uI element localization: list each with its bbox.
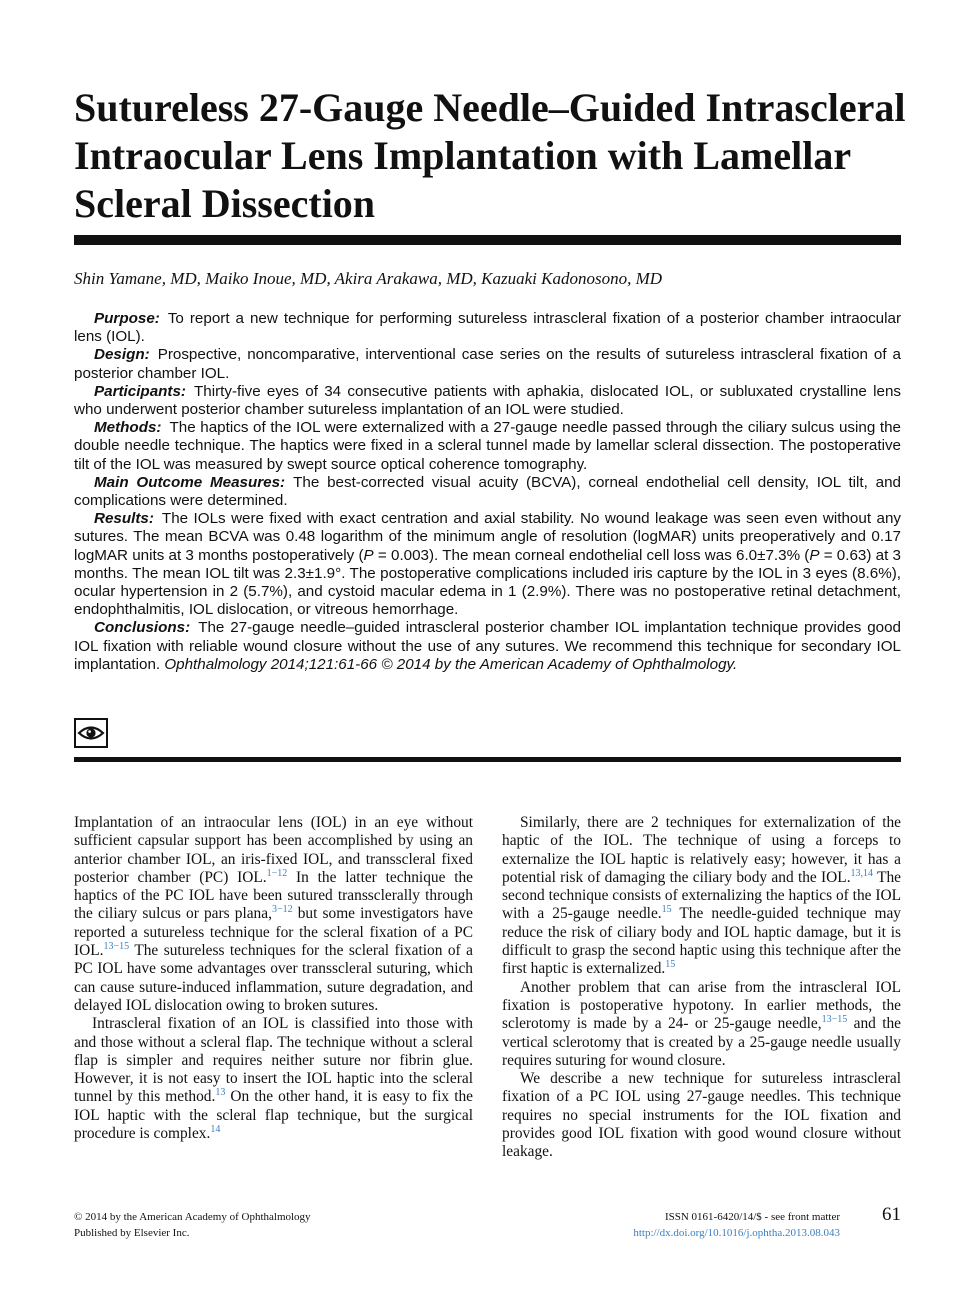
body-text: On the other hand, it is easy to fix the IOL haptic with the scleral flap technique, but the surgical procedure is complex. (74, 1088, 473, 1143)
body-text: The second technique consists of externalizing the haptics of the IOL with a 25-gauge needle. (502, 868, 901, 923)
abstract-divider (74, 757, 901, 762)
title-divider (74, 235, 901, 245)
body-paragraph: We describe a new technique for sutureless intrascleral fixation of a PC IOL using 27-gauge needles. This technique requires no special instruments for the IOL fixation and provides good IOL fixation with good wound closure without leakage. (502, 1070, 901, 1161)
results-text-b: = 0.003). The mean corneal endothelial cell loss was 6.0±7.3% ( (373, 546, 810, 564)
publisher-notice: Published by Elsevier Inc. (74, 1227, 190, 1239)
methods-text: The haptics of the IOL were externalized with a 27-gauge needle passed through the ciliary sulcus using the double needle technique. The haptics were fixed in a scleral tunnel made by lamellar scleral dissection. The postoperative tilt of the IOL was measured by swept source optical coherence tomography. (74, 419, 901, 473)
participants-text: Thirty-five eyes of 34 consecutive patients with aphakia, dislocated IOL, or subluxated crystalline lens who underwent posterior chamber sutureless implantation of an IOL were studied. (74, 382, 901, 419)
results-label: Results: (94, 510, 154, 528)
page-number: 61 (882, 1204, 901, 1225)
body-paragraph (74, 1015, 473, 1143)
doi-link[interactable]: http://dx.doi.org/10.1016/j.ophtha.2013.08.043 (633, 1227, 840, 1239)
conclusions-label: Conclusions: (94, 619, 191, 637)
body-text: Implantation of an intraocular lens (IOL) in an eye without sufficient capsular support has been accomplished by using an anterior chamber IOL, an iris-fixed IOL, and transscleral fixed posterior chamber (PC) IOL. (74, 814, 473, 886)
design-label: Design: (94, 346, 150, 364)
eye-icon (74, 718, 108, 748)
design-text: Prospective, noncomparative, interventional case series on the results of sutureless intrascleral fixation of a posterior chamber IOL. (74, 346, 901, 382)
journal-citation: Ophthalmology 2014;121:61-66 © 2014 by the American Academy of Ophthalmology. (164, 655, 738, 673)
p-value-symbol: P (809, 546, 820, 564)
body-paragraph (502, 814, 901, 979)
body-paragraph (74, 814, 473, 1015)
abstract-results (74, 510, 901, 619)
body-column-right (502, 814, 901, 1162)
results-text-c: = 0.63) at 3 months. The mean IOL tilt was 2.3±1.9°. The postoperative complications included iris capture by the IOL in 3 eyes (8.6%), ocular hypertension in 2 (5.7%), and cystoid macular edema in 1 (2.9%). There was no postoperative retinal detachment, endophthalmitis, IOL dislocation, or vitreous hemorrhage. (74, 546, 901, 619)
author-list: Shin Yamane, MD, Maiko Inoue, MD, Akira Arakawa, MD, Kazuaki Kadonosono, MD (74, 269, 663, 288)
abstract-outcome (74, 474, 901, 510)
reference-link[interactable]: 15 (665, 959, 676, 971)
article-title: Sutureless 27-Gauge Needle–Guided Intrascleral Intraocular Lens Implantation with Lamellar Scleral Dissection (74, 85, 906, 226)
methods-label: Methods: (94, 419, 162, 437)
reference-link[interactable]: 15 (661, 904, 672, 916)
body-text: Another problem that can arise from the intrascleral IOL fixation is postoperative hypotony. In earlier methods, the sclerotomy is made by a 24- or 25-gauge needle, (502, 978, 901, 1033)
reference-link[interactable]: 13−15 (821, 1014, 848, 1026)
participants-label: Participants: (94, 382, 186, 400)
body-text: and the vertical sclerotomy that is created by a 25-gauge needle usually requires suturing for wound closure. (502, 1015, 901, 1069)
body-text: Intrascleral fixation of an IOL is classified into those with and those without a scleral flap. The technique without a scleral flap is simpler and requires neither suture nor fibrin glue. However, it is not easy to insert the IOL haptic into the scleral tunnel by this method. (74, 1015, 473, 1106)
body-paragraph (502, 979, 901, 1070)
abstract-design (74, 346, 901, 382)
reference-link[interactable]: 13,14 (850, 867, 874, 879)
body-text: The sutureless techniques for the scleral fixation of a PC IOL have some advantages over transscleral suturing, which can cause suture-induced inflammation, suture degradation, and delayed IOL dislocation owing to broken sutures. (74, 942, 473, 1014)
body-text: The needle-guided technique may reduce the risk of ciliary body and IOL haptic damage, but it is difficult to grasp the second haptic using this technique after the first haptic is externalized. (502, 905, 901, 978)
abstract-methods (74, 419, 901, 474)
outcome-text: The best-corrected visual acuity (BCVA), corneal endothelial cell density, IOL tilt, and complications were determined. (74, 473, 901, 510)
reference-link[interactable]: 14 (210, 1123, 221, 1135)
body-column-left (74, 814, 473, 1143)
abstract-conclusions (74, 619, 901, 674)
results-text-a: The IOLs were fixed with exact centration and axial stability. No wound leakage was seen even without any sutures. The mean BCVA was 0.48 logarithm of the minimum angle of resolution (logMAR) units preoperatively and 0.17 logMAR units at 3 months postoperatively ( (74, 510, 901, 564)
reference-link[interactable]: 13−15 (103, 940, 130, 952)
footer-left (74, 1209, 311, 1241)
conclusions-text: The 27-gauge needle–guided intrascleral posterior chamber IOL implantation technique provides good IOL fixation with reliable wound closure without the use of any sutures. We recommend this technique for secondary IOL implantation. (74, 619, 901, 673)
copyright-notice: © 2014 by the American Academy of Ophthalmology (74, 1211, 311, 1223)
footer-right (633, 1209, 840, 1241)
reference-link[interactable]: 3−12 (271, 904, 293, 916)
issn-notice: ISSN 0161-6420/14/$ - see front matter (664, 1211, 840, 1223)
body-text: Similarly, there are 2 techniques for externalization of the haptic of the IOL. The technique of using a forceps to externalize the IOL haptic is relatively easy; however, it has a potential risk of damaging the ciliary body and the IOL. (502, 814, 901, 886)
body-text: but some investigators have reported a sutureless technique for the scleral fixation of a PC IOL. (74, 905, 474, 960)
eye-icon-graphic (76, 720, 106, 746)
reference-link[interactable]: 13 (215, 1087, 226, 1099)
abstract-purpose (74, 310, 901, 346)
purpose-text: To report a new technique for performing sutureless intrascleral fixation of a posterior chamber intraocular lens (IOL). (74, 310, 901, 346)
purpose-label: Purpose: (94, 310, 160, 327)
outcome-label: Main Outcome Measures: (94, 473, 286, 491)
body-text: In the latter technique the haptics of the PC IOL have been sutured transsclerally through the ciliary sulcus or pars plana, (74, 868, 473, 923)
abstract-participants (74, 383, 901, 419)
p-value-symbol: P (363, 546, 374, 564)
abstract (74, 310, 901, 674)
reference-link[interactable]: 1−12 (266, 867, 288, 879)
